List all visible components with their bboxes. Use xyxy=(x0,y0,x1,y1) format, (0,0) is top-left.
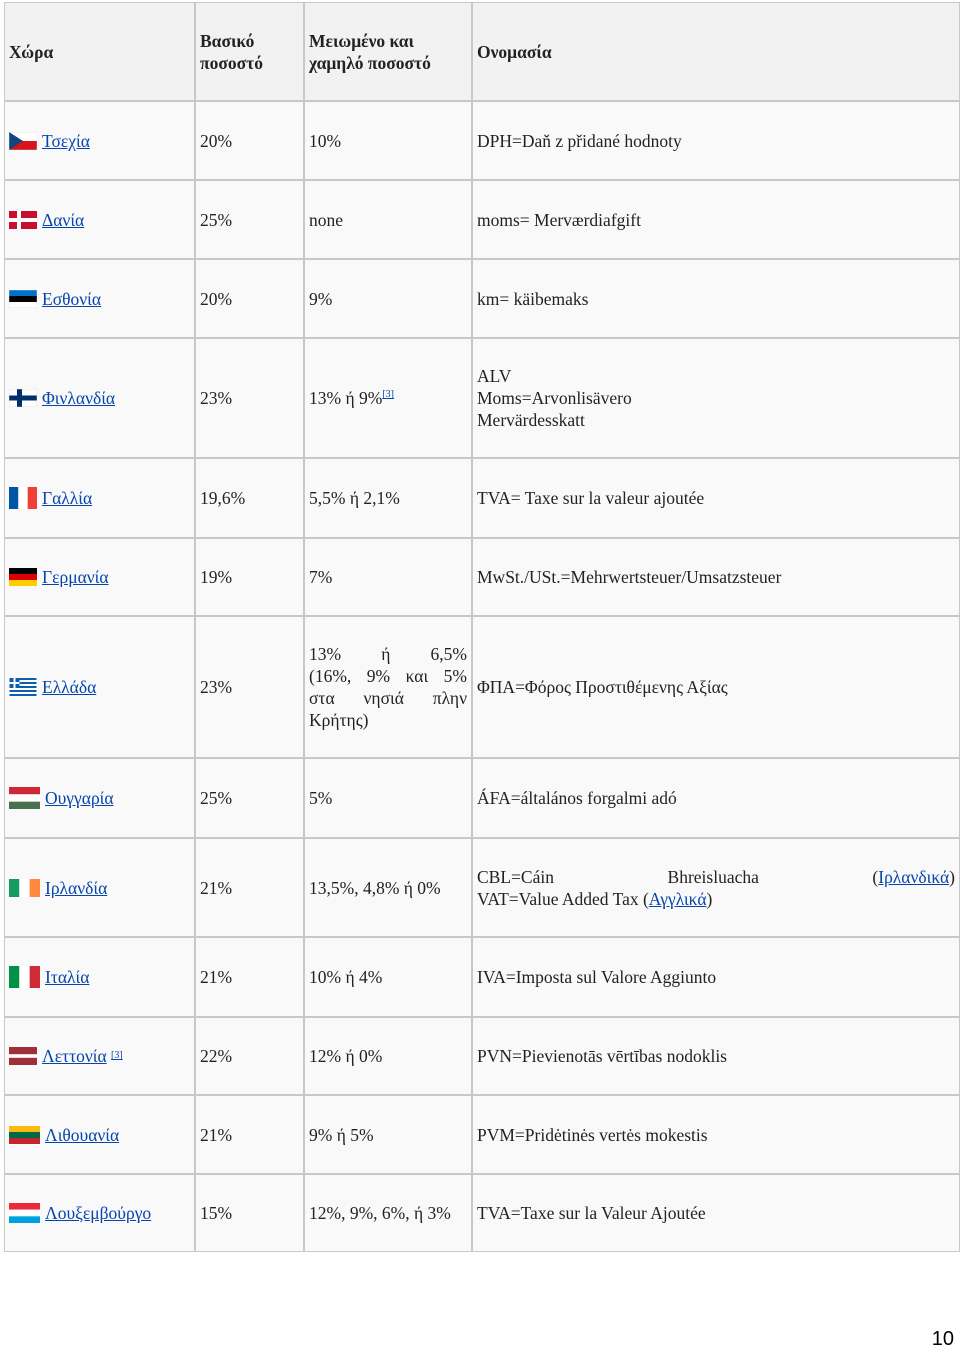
country-link[interactable]: Δανία xyxy=(42,209,85,230)
flag-lithuania-icon xyxy=(9,1126,40,1144)
flag-estonia-icon xyxy=(9,290,37,308)
tax-name: km= käibemaks xyxy=(472,259,960,338)
country-link[interactable]: Ελλάδα xyxy=(42,677,97,697)
country-link[interactable]: Λουξεμβούργο xyxy=(45,1203,152,1223)
reduced-rate: 7% xyxy=(304,538,472,616)
table-row xyxy=(4,937,960,1017)
country-link[interactable]: Τσεχία xyxy=(42,130,90,151)
tax-name: moms= Merværdiafgift xyxy=(472,180,960,259)
basic-rate: 21% xyxy=(195,1095,304,1174)
tax-name: CBL=Cáin Bhreisluacha (Ιρλανδικά) VAT=Value Added Tax (Αγγλικά) xyxy=(472,838,960,937)
country-link[interactable]: Λεττονία xyxy=(42,1046,107,1066)
header-row xyxy=(4,2,960,101)
country-link[interactable]: Φινλανδία xyxy=(42,388,116,408)
reduced-rate: 5% xyxy=(304,758,472,838)
reduced-rate: 12%, 9%, 6%, ή 3% xyxy=(304,1174,472,1252)
tax-name: MwSt./USt.=Mehrwertsteuer/Umsatzsteuer xyxy=(472,538,960,616)
basic-rate: 19% xyxy=(195,538,304,616)
table-row: Λεττονία [3] 22% 12% ή 0% PVN=Pievienotās vērtības nodoklis xyxy=(4,1017,960,1095)
tax-name: IVA=Imposta sul Valore Aggiunto xyxy=(472,937,960,1017)
basic-rate: 20% xyxy=(195,259,304,338)
table-row xyxy=(4,1174,960,1252)
basic-rate: 23% xyxy=(195,338,304,458)
flag-hungary-icon xyxy=(9,787,40,809)
tax-name: ÁFA=általános forgalmi adó xyxy=(472,758,960,838)
tax-name: PVN=Pievienotās vērtības nodoklis xyxy=(472,1017,960,1095)
reduced-rate: 13,5%, 4,8% ή 0% xyxy=(304,838,472,937)
basic-rate: 25% xyxy=(195,180,304,259)
reduced-rate: 13% ή 6,5% (16%, 9% και 5% στα νησιά πλην Κρήτης) xyxy=(304,616,472,758)
reduced-rate: none xyxy=(304,180,472,259)
table-row xyxy=(4,338,960,458)
country-link[interactable]: Γερμανία xyxy=(42,567,109,587)
language-link[interactable]: Αγγλικά xyxy=(648,888,707,909)
reduced-rate: 13% ή 9%[3] xyxy=(304,338,472,458)
reference-link[interactable]: [3] xyxy=(382,389,394,401)
table-row xyxy=(4,538,960,616)
flag-greece-icon xyxy=(9,678,37,696)
basic-rate: 21% xyxy=(195,838,304,937)
flag-finland-icon xyxy=(9,389,37,407)
vat-rates-table xyxy=(4,2,960,1252)
flag-luxembourg-icon xyxy=(9,1203,40,1223)
tax-name: DPH=Daň z přidané hodnoty xyxy=(472,101,960,180)
table-row xyxy=(4,616,960,758)
reduced-rate: 10% ή 4% xyxy=(304,937,472,1017)
basic-rate: 19,6% xyxy=(195,458,304,538)
flag-france-icon xyxy=(9,487,37,509)
page-number: 10 xyxy=(931,1328,954,1350)
country-link[interactable]: Ιταλία xyxy=(45,967,90,987)
basic-rate: 21% xyxy=(195,937,304,1017)
country-link[interactable]: Ιρλανδία xyxy=(45,877,108,898)
tax-name: TVA= Taxe sur la valeur ajoutée xyxy=(472,458,960,538)
flag-czech-icon xyxy=(9,132,37,150)
header-name: Ονομασία xyxy=(472,2,960,101)
basic-rate: 23% xyxy=(195,616,304,758)
table-row xyxy=(4,180,960,259)
table-row xyxy=(4,101,960,180)
header-reduced-rate: Μειωμένο και χαμηλό ποσοστό xyxy=(304,2,472,101)
tax-name: ALV Moms=Arvonlisävero Mervärdesskatt xyxy=(472,338,960,458)
tax-name: TVA=Taxe sur la Valeur Ajoutée xyxy=(472,1174,960,1252)
country-link[interactable]: Ουγγαρία xyxy=(45,788,114,808)
reduced-rate: 5,5% ή 2,1% xyxy=(304,458,472,538)
header-country: Χώρα xyxy=(4,2,195,101)
basic-rate: 20% xyxy=(195,101,304,180)
flag-italy-icon xyxy=(9,966,40,988)
reduced-rate: 9% ή 5% xyxy=(304,1095,472,1174)
country-link[interactable]: Γαλλία xyxy=(42,488,93,508)
flag-denmark-icon xyxy=(9,211,37,229)
reduced-rate: 9% xyxy=(304,259,472,338)
country-link[interactable]: Εσθονία xyxy=(42,288,102,309)
flag-germany-icon xyxy=(9,568,37,586)
flag-ireland-icon xyxy=(9,879,40,897)
tax-name: PVM=Pridėtinės vertės mokestis xyxy=(472,1095,960,1174)
table-row xyxy=(4,458,960,538)
tax-name: ΦΠΑ=Φόρος Προστιθέμενης Αξίας xyxy=(472,616,960,758)
table-row xyxy=(4,1095,960,1174)
table-row xyxy=(4,758,960,838)
basic-rate: 15% xyxy=(195,1174,304,1252)
language-link[interactable]: Ιρλανδικά xyxy=(878,866,950,887)
country-link[interactable]: Λιθουανία xyxy=(45,1124,120,1145)
reduced-rate: 10% xyxy=(304,101,472,180)
header-basic-rate: Βασικό ποσοστό xyxy=(195,2,304,101)
basic-rate: 25% xyxy=(195,758,304,838)
basic-rate: 22% xyxy=(195,1017,304,1095)
reduced-rate: 12% ή 0% xyxy=(304,1017,472,1095)
flag-latvia-icon xyxy=(9,1047,37,1065)
table-row xyxy=(4,838,960,937)
table-row xyxy=(4,259,960,338)
